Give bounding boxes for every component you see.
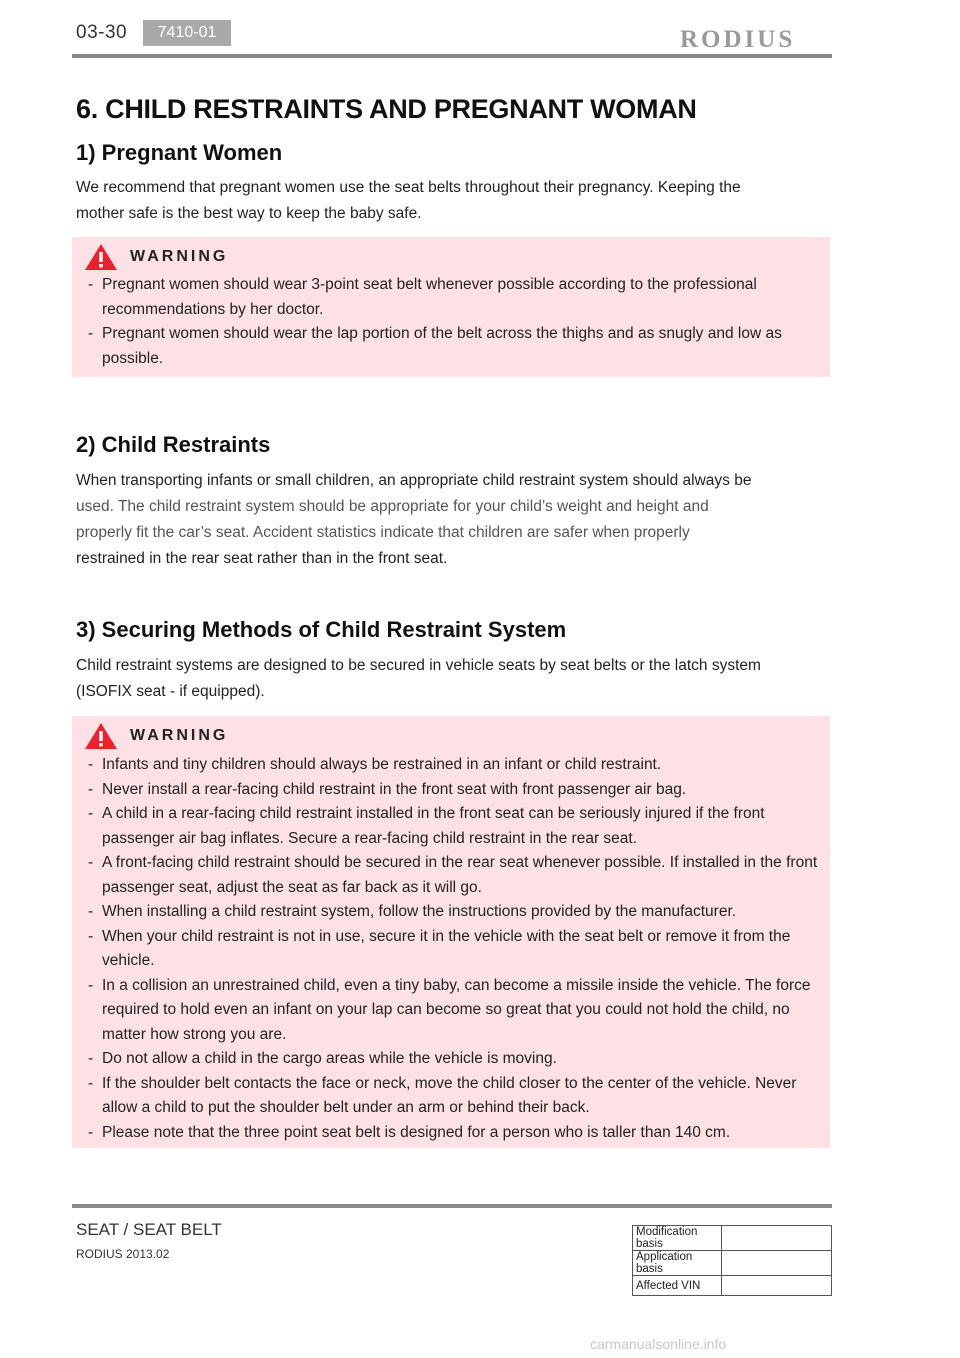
paragraph-line: restrained in the rear seat rather than in the front seat. [76,550,448,567]
warning-list [72,753,827,1145]
table-row [633,1251,832,1276]
footer-section-title: SEAT / SEAT BELT [76,1220,222,1239]
paragraph-line: When transporting infants or small children, an appropriate child restraint system should always be [76,472,752,489]
page-title: 6. CHILD RESTRAINTS AND PREGNANT WOMAN [76,94,697,124]
warning-triangle-icon [84,243,118,271]
warning-item: - Infants and tiny children should always be restrained in an infant or child restraint. [88,756,662,773]
footer-rule [72,1204,832,1208]
page-number: 03-30 [76,22,128,43]
paragraph-child-restraints [76,468,821,572]
paragraph-line: (ISOFIX seat - if equipped). [76,683,265,700]
heading-pregnant-women: 1) Pregnant Women [76,140,283,165]
table-value [722,1251,832,1276]
warning-item: - When installing a child restraint system, follow the instructions provided by the manufacturer. [88,903,737,920]
brand-logo: RODIUS [680,26,796,53]
table-label: Affected VIN [633,1276,722,1296]
warning-box-child [72,716,830,1148]
warning-label: WARNING [130,727,229,744]
table-label: Modification basis [633,1226,722,1251]
heading-securing-methods: 3) Securing Methods of Child Restraint System [76,617,567,642]
paragraph-line: Child restraint systems are designed to be secured in vehicle seats by seat belts or the latch system [76,657,761,674]
warning-item: - A child in a rear-facing child restraint installed in the front seat can be seriously injured if the front passenger air bag inflates. Secure a rear-facing child restraint in the rear seat. [88,805,765,847]
watermark-text: carmanualsonline.info [590,1336,727,1352]
paragraph-line: used. The child restraint system should be appropriate for your child’s weight and height and [76,498,709,515]
table-label: Application basis [633,1251,722,1276]
warning-item: - Do not allow a child in the cargo areas while the vehicle is moving. [88,1050,557,1067]
warning-item: - If the shoulder belt contacts the face or neck, move the child closer to the center of the vehicle. Never allow a child to put the shoulder belt under an arm or behind their back. [88,1074,797,1116]
warning-item: - A front-facing child restraint should be secured in the rear seat whenever possible. If installed in the front passenger seat, adjust the seat as far back as it will go. [88,854,818,896]
paragraph-line: We recommend that pregnant women use the seat belts throughout their pregnancy. Keeping the [76,179,741,196]
paragraph-line: mother safe is the best way to keep the baby safe. [76,205,422,222]
section-code-badge: 7410-01 [143,20,231,46]
warning-item: - Please note that the three point seat belt is designed for a person who is taller than 140 cm. [88,1123,731,1141]
heading-child-restraints: 2) Child Restraints [76,432,271,457]
warning-box-pregnant [72,237,830,377]
header-rule [72,54,832,58]
warning-item: - Pregnant women should wear 3-point seat belt whenever possible according to the professional recommendations by her doctor. [88,276,757,318]
warning-item: - When your child restraint is not in use, secure it in the vehicle with the seat belt or remove it from the vehicle. [88,927,791,969]
warning-list [72,273,827,371]
footer-model-date: RODIUS 2013.02 [76,1247,170,1261]
paragraph-securing-methods [76,653,821,705]
warning-item: - Pregnant women should wear the lap portion of the belt across the thighs and as snugly and low as possible. [88,325,782,367]
modification-table [632,1225,832,1296]
warning-item: - In a collision an unrestrained child, even a tiny baby, can become a missile inside the vehicle. The force required to hold even an infant on your lap can become so great that you could not hold the child, no matter how strong you are. [88,976,811,1043]
table-value [722,1226,832,1251]
paragraph-pregnant-women [76,175,821,227]
paragraph-line: properly fit the car’s seat. Accident statistics indicate that children are safer when properly [76,524,690,541]
warning-item: - Never install a rear-facing child restraint in the front seat with front passenger air bag. [88,780,687,798]
table-row [633,1276,832,1296]
table-value [722,1276,832,1296]
warning-label: WARNING [130,248,229,265]
table-row [633,1226,832,1251]
warning-triangle-icon [84,722,118,750]
